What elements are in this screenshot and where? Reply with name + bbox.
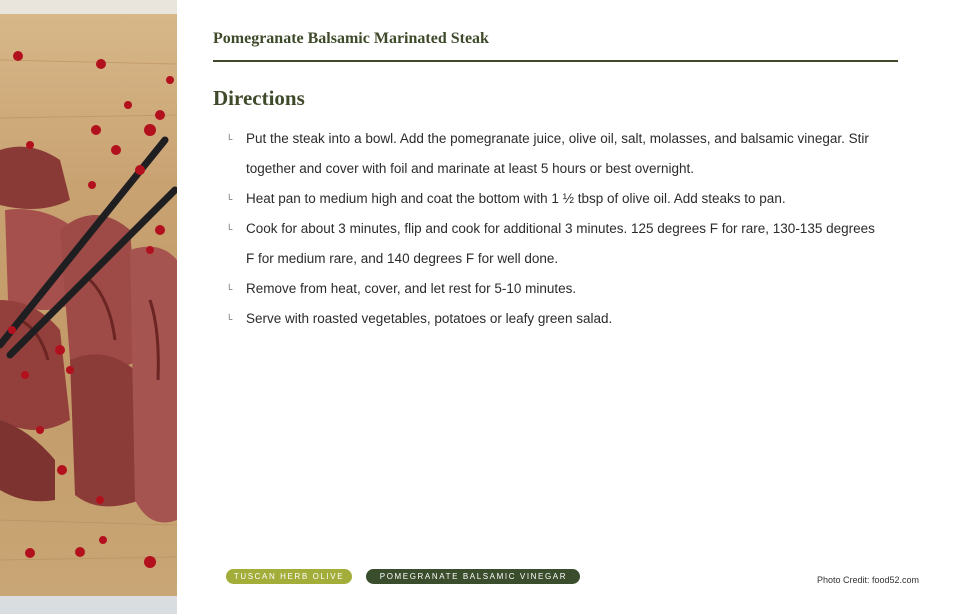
product-tags [226, 569, 590, 596]
direction-step-text: Remove from heat, cover, and let rest for 5-10 minutes. [246, 281, 577, 296]
direction-step-text: Serve with roasted vegetables, potatoes or leafy green salad. [246, 311, 613, 326]
direction-step [226, 304, 886, 334]
title-divider [213, 60, 898, 62]
direction-step-text: Put the steak into a bowl. Add the pomegranate juice, olive oil, salt, molasses, and balsamic vinegar. Stir together and cover with foil and marinate at least 5 hours or best overnight. [246, 131, 869, 176]
photo-credit: Photo Credit: food52.com [816, 575, 919, 585]
bullet-icon: └ [226, 224, 233, 234]
directions-heading: Directions [213, 86, 305, 110]
tag-pomegranate-balsamic-vinegar[interactable]: POMEGRANATE BALSAMIC VINEGAR [366, 569, 580, 584]
directions-list [226, 124, 886, 334]
recipe-title: Pomegranate Balsamic Marinated Steak [213, 30, 489, 47]
bullet-icon: └ [226, 194, 233, 204]
direction-step [226, 124, 886, 184]
direction-step-text: Heat pan to medium high and coat the bottom with 1 ½ tbsp of olive oil. Add steaks to pan. [246, 191, 786, 206]
direction-step [226, 274, 886, 304]
bullet-icon: └ [226, 134, 233, 144]
bullet-icon: └ [226, 314, 233, 324]
steak-photo [0, 0, 177, 614]
direction-step-text: Cook for about 3 minutes, flip and cook for additional 3 minutes. 125 degrees F for rare, 130-135 degrees F for medium rare, and 140 degrees F for well done. [246, 221, 875, 266]
tag-tuscan-herb-olive-oil[interactable]: TUSCAN HERB OLIVE OIL [226, 569, 352, 584]
bullet-icon: └ [226, 284, 233, 294]
direction-step [226, 214, 886, 274]
steak-photo-illustration [0, 0, 177, 614]
direction-step [226, 184, 886, 214]
